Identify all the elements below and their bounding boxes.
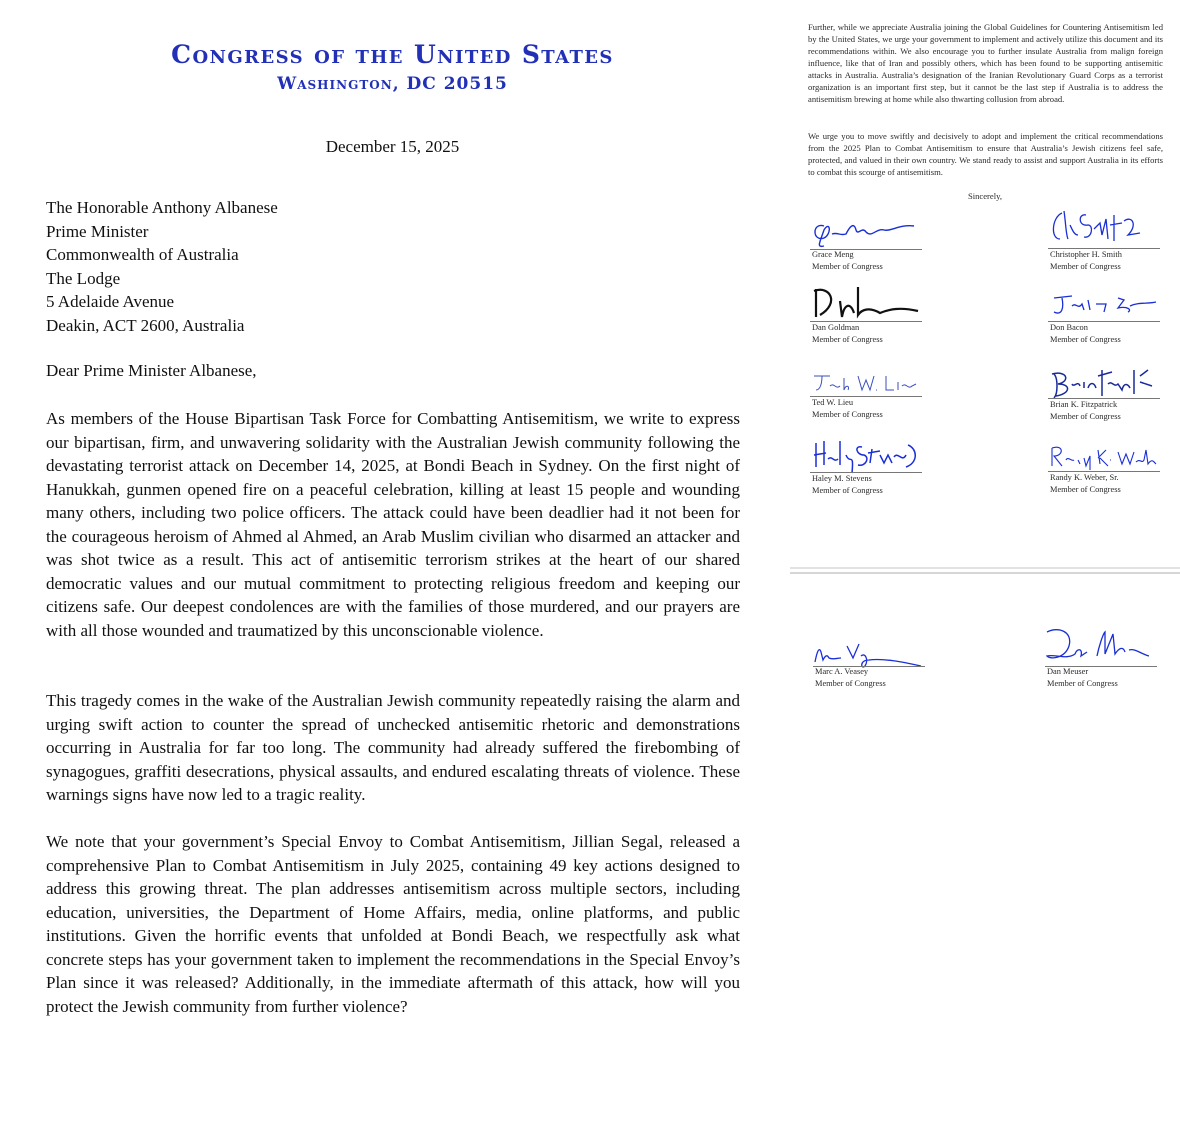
- handwritten-signature-icon: [1048, 292, 1160, 322]
- handwritten-signature-icon: [1048, 442, 1160, 472]
- signer-role: Member of Congress: [815, 679, 886, 688]
- recipient-address: [46, 196, 278, 338]
- signer-role: Member of Congress: [812, 335, 883, 344]
- address-line: The Honorable Anthony Albanese: [46, 198, 278, 217]
- page2-paragraph: We urge you to move swiftly and decisively to adopt and implement the critical recommendations from the 2025 Plan to Combat Antisemitism to ensure that Australia’s Jewish citizens feel safe, protected, and valued in their own country. We stand ready to assist and support Australia in its efforts to combat this scourge of antisemitism.: [808, 131, 1163, 177]
- signer-role: Member of Congress: [1050, 335, 1121, 344]
- letterhead-subtitle: Washington, DC 20515: [277, 74, 508, 94]
- handwritten-signature-icon: [1045, 626, 1157, 666]
- signer-name: Don Bacon: [1050, 323, 1088, 332]
- address-line: Commonwealth of Australia: [46, 245, 239, 265]
- letterhead-title: Congress of the United States: [171, 40, 614, 69]
- signer-name: Brian K. Fitzpatrick: [1050, 400, 1118, 409]
- body-paragraph: This tragedy comes in the wake of the Australian Jewish community repeatedly raising the alarm and urging swift action to counter the spread of unchecked antisemitic rhetoric and demonstrations occurring in Australia for far too long. The community had already suffered the firebombing of synagogues, graffiti desecrations, physical assaults, and endured escalating threats of violence. These warnings signs have now led to a tragic reality.: [46, 691, 740, 804]
- signer-name: Dan Goldman: [812, 323, 860, 332]
- handwritten-signature-icon: [810, 283, 922, 321]
- handwritten-signature-icon: [810, 437, 922, 473]
- handwritten-signature-icon: [810, 372, 922, 396]
- body-paragraph: We note that your government’s Special Envoy to Combat Antisemitism, Jillian Segal, released a comprehensive Plan to Combat Antisemitism in July 2025, containing 49 key actions designed to address this growing threat. The plan addresses antisemitism across multiple sectors, including education, universities, the Department of Home Affairs, media, online platforms, and public institutions. Given the horrific events that unfolded at Bondi Beach, we respectfully ask what concrete steps has your government taken to implement the recommendations in the Special Envoy’s Plan since it was released? Additionally, in the immediate aftermath of this attack, how will you protect the Jewish community from further violence?: [46, 832, 740, 1016]
- letter-date: December 15, 2025: [325, 137, 460, 156]
- handwritten-signature-icon: [810, 212, 922, 248]
- signer-name: Grace Meng: [812, 250, 854, 259]
- body-paragraph: As members of the House Bipartisan Task Force for Combatting Antisemitism, we write to express our bipartisan, firm, and unwavering solidarity with the Australian Jewish community following the devastating terrorist attack on December 14, 2025, at Bondi Beach in Sydney. On the first night of Hanukkah, gunmen opened fire on a peaceful celebration, killing at least 15 people and wounding many others, including two police officers. The attack could have been deadlier had it not been for the courageous heroism of Ahmed al Ahmed, an Arab Muslim civilian who disarmed an attacker and was shot twice as a result. This act of antisemitic terrorism strikes at the heart of our shared democratic values and our mutual commitment to protecting religious freedom and keeping our citizens safe. Our deepest condolences are with the families of those murdered, and our prayers are with all those wounded and traumatized by this unconscionable violence.: [46, 409, 740, 640]
- signer-role: Member of Congress: [1047, 679, 1118, 688]
- signer-role: Member of Congress: [812, 486, 883, 495]
- signer-role: Member of Congress: [1050, 412, 1121, 421]
- salutation: Dear Prime Minister Albanese,: [46, 361, 257, 380]
- address-line: Prime Minister: [46, 221, 149, 241]
- handwritten-signature-icon: [1048, 205, 1160, 247]
- address-line: Deakin, ACT 2600, Australia: [46, 315, 245, 335]
- address-line: The Lodge: [46, 268, 121, 288]
- letter-page-2: [790, 0, 1180, 1148]
- signer-name: Haley M. Stevens: [812, 474, 872, 483]
- signer-name: Randy K. Weber, Sr.: [1050, 473, 1119, 482]
- signer-name: Christopher H. Smith: [1050, 250, 1122, 259]
- signer-role: Member of Congress: [1050, 262, 1121, 271]
- signer-name: Marc A. Veasey: [815, 667, 869, 676]
- address-line: 5 Adelaide Avenue: [46, 292, 175, 312]
- page-divider: [790, 567, 1180, 574]
- closing: Sincerely,: [967, 191, 1003, 201]
- signer-name: Dan Meuser: [1047, 667, 1089, 676]
- signer-role: Member of Congress: [1050, 485, 1121, 494]
- handwritten-signature-icon: [813, 636, 925, 666]
- page2-paragraph: Further, while we appreciate Australia joining the Global Guidelines for Countering Antisemitism led by the United States, we urge your government to implement and actively utilize this document and its recommendations within. We also encourage you to further insulate Australia from malign foreign influence, like that of Iran and possibly others, which has been found to be supporting antisemitic attacks in Australia. Australia’s designation of the Iranian Revolutionary Guard Corps as a terrorist organization is an important first step, but it cannot be the last step if Australia is to address the antisemitism brewing at home while also thwarting collusion from abroad.: [808, 22, 1163, 104]
- handwritten-signature-icon: [1048, 366, 1160, 398]
- signer-role: Member of Congress: [812, 262, 883, 271]
- signer-role: Member of Congress: [812, 410, 883, 419]
- signer-name: Ted W. Lieu: [812, 398, 854, 407]
